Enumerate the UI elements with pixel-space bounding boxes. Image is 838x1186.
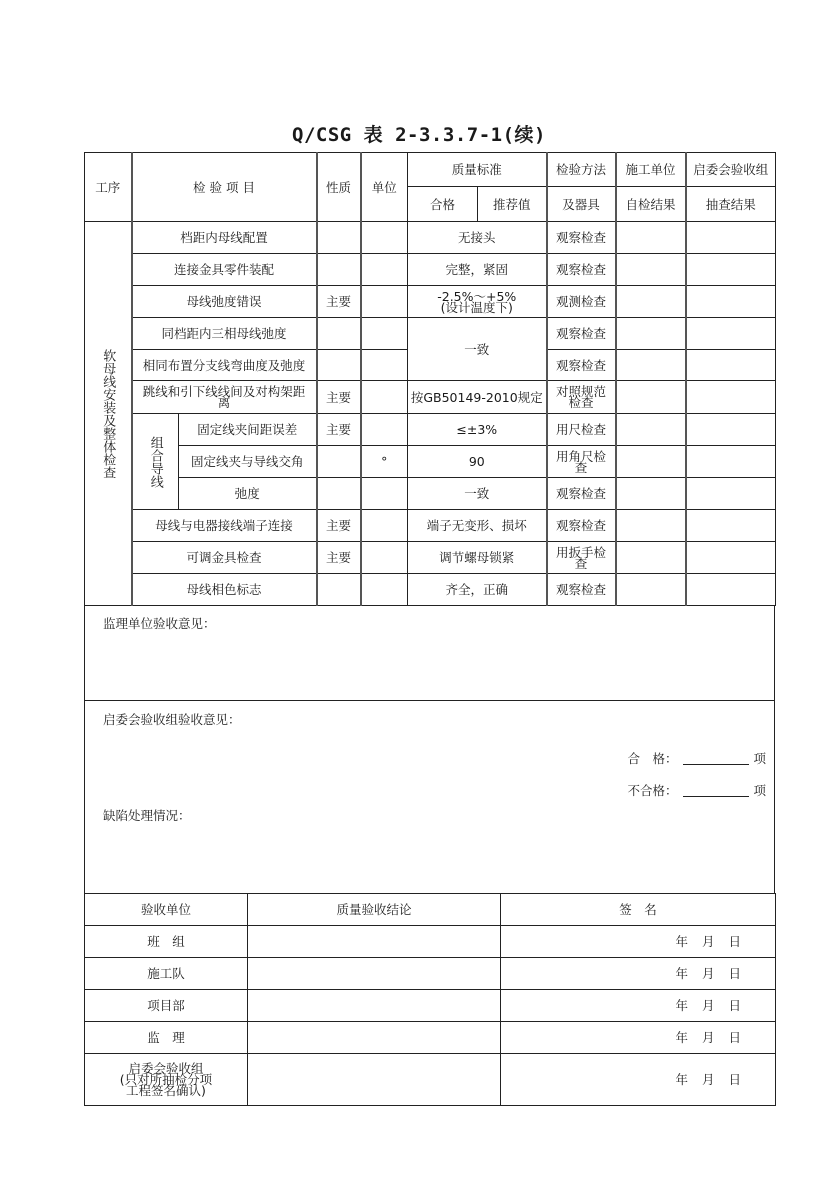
signoff-row — [85, 1022, 776, 1054]
signoff-conclusion-cell[interactable] — [248, 926, 501, 958]
method-line1: 用角尺检 — [556, 448, 607, 464]
committee-result-cell[interactable] — [686, 222, 776, 254]
signoff-table — [84, 893, 776, 1106]
qualified-unit: 项 — [753, 751, 766, 766]
item-cell: 连接金具零件装配 — [132, 254, 317, 286]
defect-handling-label: 缺陷处理情况： — [103, 808, 191, 823]
table-row — [85, 446, 776, 478]
contractor-result-cell[interactable] — [616, 510, 686, 542]
day-label: 日 — [728, 966, 741, 981]
method-cell — [547, 542, 616, 574]
committee-result-cell[interactable] — [686, 446, 776, 478]
signoff-signature-cell[interactable] — [501, 1054, 776, 1106]
contractor-result-cell[interactable] — [616, 254, 686, 286]
contractor-result-cell[interactable] — [616, 318, 686, 350]
table-row — [85, 478, 776, 510]
method-cell: 观察检查 — [547, 350, 616, 381]
item-cell: 弛度 — [179, 478, 317, 510]
method-cell: 观察检查 — [547, 478, 616, 510]
signoff-header-signature: 签 名 — [501, 894, 776, 926]
contractor-result-cell[interactable] — [616, 446, 686, 478]
nature-cell — [317, 478, 361, 510]
item-cell: 母线弛度错误 — [132, 286, 317, 318]
supervision-opinion-label: 监理单位验收意见： — [103, 616, 216, 631]
nature-cell — [317, 446, 361, 478]
process-name: 软母线安装及整体检查 — [100, 348, 116, 479]
signoff-conclusion-cell[interactable] — [248, 1054, 501, 1106]
standard-cell: 按GB50149-2010规定 — [408, 381, 547, 414]
item-cell: 可调金具检查 — [132, 542, 317, 574]
item-line2: 离 — [217, 395, 231, 410]
contractor-result-cell[interactable] — [616, 478, 686, 510]
day-label: 日 — [728, 998, 741, 1013]
method-line2: 查 — [574, 555, 588, 571]
qualified-label: 合 格： — [627, 751, 678, 766]
table-row — [85, 222, 776, 254]
form-title: Q/CSG 表 2-3.3.7-1(续) — [292, 124, 546, 146]
year-label: 年 — [675, 934, 688, 949]
header-committee-line1: 启委会验收组 — [693, 162, 769, 177]
committee-result-cell[interactable] — [686, 286, 776, 318]
header-unit: 单位 — [361, 153, 408, 222]
item-cell: 同档距内三相母线弛度 — [132, 318, 317, 350]
signoff-conclusion-cell[interactable] — [248, 1022, 501, 1054]
day-label: 日 — [728, 1030, 741, 1045]
unit-cell — [361, 478, 408, 510]
committee-result-cell[interactable] — [686, 510, 776, 542]
signoff-date — [501, 1031, 775, 1044]
month-label: 月 — [701, 1030, 715, 1045]
qualified-count-row — [627, 749, 766, 767]
standard-line2: (设计温度下) — [440, 299, 513, 315]
standard-cell: 端子无变形、损坏 — [408, 510, 547, 542]
year-label: 年 — [675, 998, 688, 1013]
item-cell: 固定线夹间距误差 — [179, 414, 317, 446]
header-recommended: 推荐值 — [478, 187, 547, 222]
method-line2: 检查 — [568, 395, 594, 410]
standard-cell: 完整，紧固 — [408, 254, 547, 286]
item-cell — [132, 381, 317, 414]
header-item: 检 验 项 目 — [132, 153, 317, 222]
signoff-header-row — [85, 894, 776, 926]
committee-result-cell[interactable] — [686, 350, 776, 381]
header-quality-standard: 质量标准 — [408, 153, 547, 187]
nature-cell: 主要 — [317, 510, 361, 542]
subgroup-name: 组合导线 — [147, 435, 163, 488]
header-committee — [686, 153, 776, 187]
method-cell: 用尺检查 — [547, 414, 616, 446]
signoff-date — [501, 935, 775, 948]
committee-result-cell[interactable] — [686, 542, 776, 574]
signoff-unit: 施工队 — [85, 958, 248, 990]
signoff-conclusion-cell[interactable] — [248, 990, 501, 1022]
standard-cell: 齐全，正确 — [408, 574, 547, 606]
committee-result-cell[interactable] — [686, 318, 776, 350]
contractor-result-cell[interactable] — [616, 542, 686, 574]
method-cell — [547, 446, 616, 478]
signoff-row — [85, 990, 776, 1022]
inspection-table — [84, 152, 776, 606]
month-label: 月 — [701, 966, 715, 981]
nature-cell — [317, 350, 361, 381]
signoff-unit: 项目部 — [85, 990, 248, 1022]
header-method-line2: 及器具 — [547, 187, 616, 222]
unit-cell — [361, 381, 408, 414]
subgroup-cell — [132, 414, 179, 510]
signoff-row — [85, 926, 776, 958]
header-contractor-line1: 施工单位 — [625, 162, 676, 177]
committee-result-cell[interactable] — [686, 254, 776, 286]
nature-cell: 主要 — [317, 286, 361, 318]
standard-cell: 调节螺母锁紧 — [408, 542, 547, 574]
day-label: 日 — [728, 934, 741, 949]
unqualified-label: 不合格： — [627, 783, 678, 798]
standard-cell: 无接头 — [408, 222, 547, 254]
committee-opinion-label: 启委会验收组验收意见： — [103, 712, 241, 727]
contractor-result-cell[interactable] — [616, 381, 686, 414]
year-label: 年 — [675, 1072, 688, 1087]
table-row — [85, 574, 776, 606]
item-cell: 档距内母线配置 — [132, 222, 317, 254]
item-cell: 母线相色标志 — [132, 574, 317, 606]
nature-cell — [317, 254, 361, 286]
qualified-count-field[interactable] — [683, 752, 749, 765]
method-line2: 查 — [574, 459, 588, 475]
table-row — [85, 414, 776, 446]
committee-result-cell[interactable] — [686, 478, 776, 510]
signoff-unit-line3: 工程签名确认) — [126, 1083, 206, 1098]
nature-cell — [317, 222, 361, 254]
unit-cell — [361, 318, 408, 350]
standard-cell: 一致 — [408, 318, 547, 381]
process-cell — [85, 222, 132, 606]
month-label: 月 — [701, 998, 715, 1013]
unqualified-unit: 项 — [753, 783, 766, 798]
unqualified-count-row — [627, 781, 766, 799]
signoff-signature-cell[interactable] — [501, 990, 776, 1022]
table-row — [85, 286, 776, 318]
nature-cell: 主要 — [317, 542, 361, 574]
signoff-unit: 监 理 — [85, 1022, 248, 1054]
signoff-row — [85, 958, 776, 990]
table-row — [85, 510, 776, 542]
table-row — [85, 542, 776, 574]
method-cell — [547, 381, 616, 414]
header-contractor — [616, 153, 686, 187]
method-line1: 用扳手检 — [556, 544, 607, 560]
signoff-row — [85, 1054, 776, 1106]
nature-cell — [317, 574, 361, 606]
supervision-opinion-section[interactable] — [84, 605, 775, 701]
method-line1: 对照规范 — [556, 384, 607, 399]
header-method-line1: 检验方法 — [556, 162, 607, 177]
unit-cell — [361, 350, 408, 381]
unit-cell — [361, 286, 408, 318]
unit-cell — [361, 254, 408, 286]
unit-cell — [361, 542, 408, 574]
standard-cell: 一致 — [408, 478, 547, 510]
table-row — [85, 318, 776, 350]
header-qualified: 合格 — [408, 187, 478, 222]
header-nature: 性质 — [317, 153, 361, 222]
item-line1: 跳线和引下线线间及对构架距 — [142, 384, 306, 399]
contractor-result-cell[interactable] — [616, 222, 686, 254]
item-cell: 母线与电器接线端子连接 — [132, 510, 317, 542]
signoff-unit-line2: (只对所抽检分项 — [119, 1072, 213, 1087]
contractor-result-cell[interactable] — [616, 286, 686, 318]
signoff-unit-line1: 启委会验收组 — [128, 1061, 204, 1076]
header-contractor-line2: 自检结果 — [616, 187, 686, 222]
signoff-signature-cell[interactable] — [501, 958, 776, 990]
committee-result-cell[interactable] — [686, 574, 776, 606]
day-label: 日 — [728, 1072, 741, 1087]
committee-opinion-section[interactable] — [84, 701, 775, 894]
contractor-result-cell[interactable] — [616, 350, 686, 381]
committee-result-cell[interactable] — [686, 381, 776, 414]
nature-cell: 主要 — [317, 381, 361, 414]
standard-line1: -2.5%～+5% — [437, 288, 517, 304]
table-row — [85, 381, 776, 414]
signoff-date — [501, 967, 775, 980]
header-method — [547, 153, 616, 187]
signoff-signature-cell[interactable] — [501, 1022, 776, 1054]
method-cell: 观测检查 — [547, 286, 616, 318]
item-cell: 固定线夹与导线交角 — [179, 446, 317, 478]
signoff-header-unit: 验收单位 — [85, 894, 248, 926]
year-label: 年 — [675, 966, 688, 981]
signoff-signature-cell[interactable] — [501, 926, 776, 958]
unqualified-count-field[interactable] — [683, 784, 749, 797]
signoff-conclusion-cell[interactable] — [248, 958, 501, 990]
standard-cell — [408, 286, 547, 318]
contractor-result-cell[interactable] — [616, 414, 686, 446]
year-label: 年 — [675, 1030, 688, 1045]
header-committee-line2: 抽查结果 — [686, 187, 776, 222]
signoff-header-conclusion: 质量验收结论 — [248, 894, 501, 926]
method-cell: 观察检查 — [547, 574, 616, 606]
table-row — [85, 254, 776, 286]
committee-result-cell[interactable] — [686, 414, 776, 446]
standard-cell: 90 — [408, 446, 547, 478]
signoff-unit — [85, 1054, 248, 1106]
method-cell: 观察检查 — [547, 318, 616, 350]
signoff-date — [501, 999, 775, 1012]
unit-cell — [361, 414, 408, 446]
method-cell: 观察检查 — [547, 222, 616, 254]
signoff-date — [501, 1073, 775, 1086]
month-label: 月 — [701, 934, 715, 949]
nature-cell: 主要 — [317, 414, 361, 446]
unit-cell — [361, 574, 408, 606]
method-cell: 观察检查 — [547, 254, 616, 286]
standard-cell: ≤±3% — [408, 414, 547, 446]
header-process: 工序 — [85, 153, 132, 222]
item-cell: 相同布置分支线弯曲度及弛度 — [132, 350, 317, 381]
method-cell: 观察检查 — [547, 510, 616, 542]
nature-cell — [317, 318, 361, 350]
unit-cell — [361, 510, 408, 542]
signoff-unit: 班 组 — [85, 926, 248, 958]
unit-cell: ° — [361, 446, 408, 478]
unit-cell — [361, 222, 408, 254]
contractor-result-cell[interactable] — [616, 574, 686, 606]
month-label: 月 — [701, 1072, 715, 1087]
